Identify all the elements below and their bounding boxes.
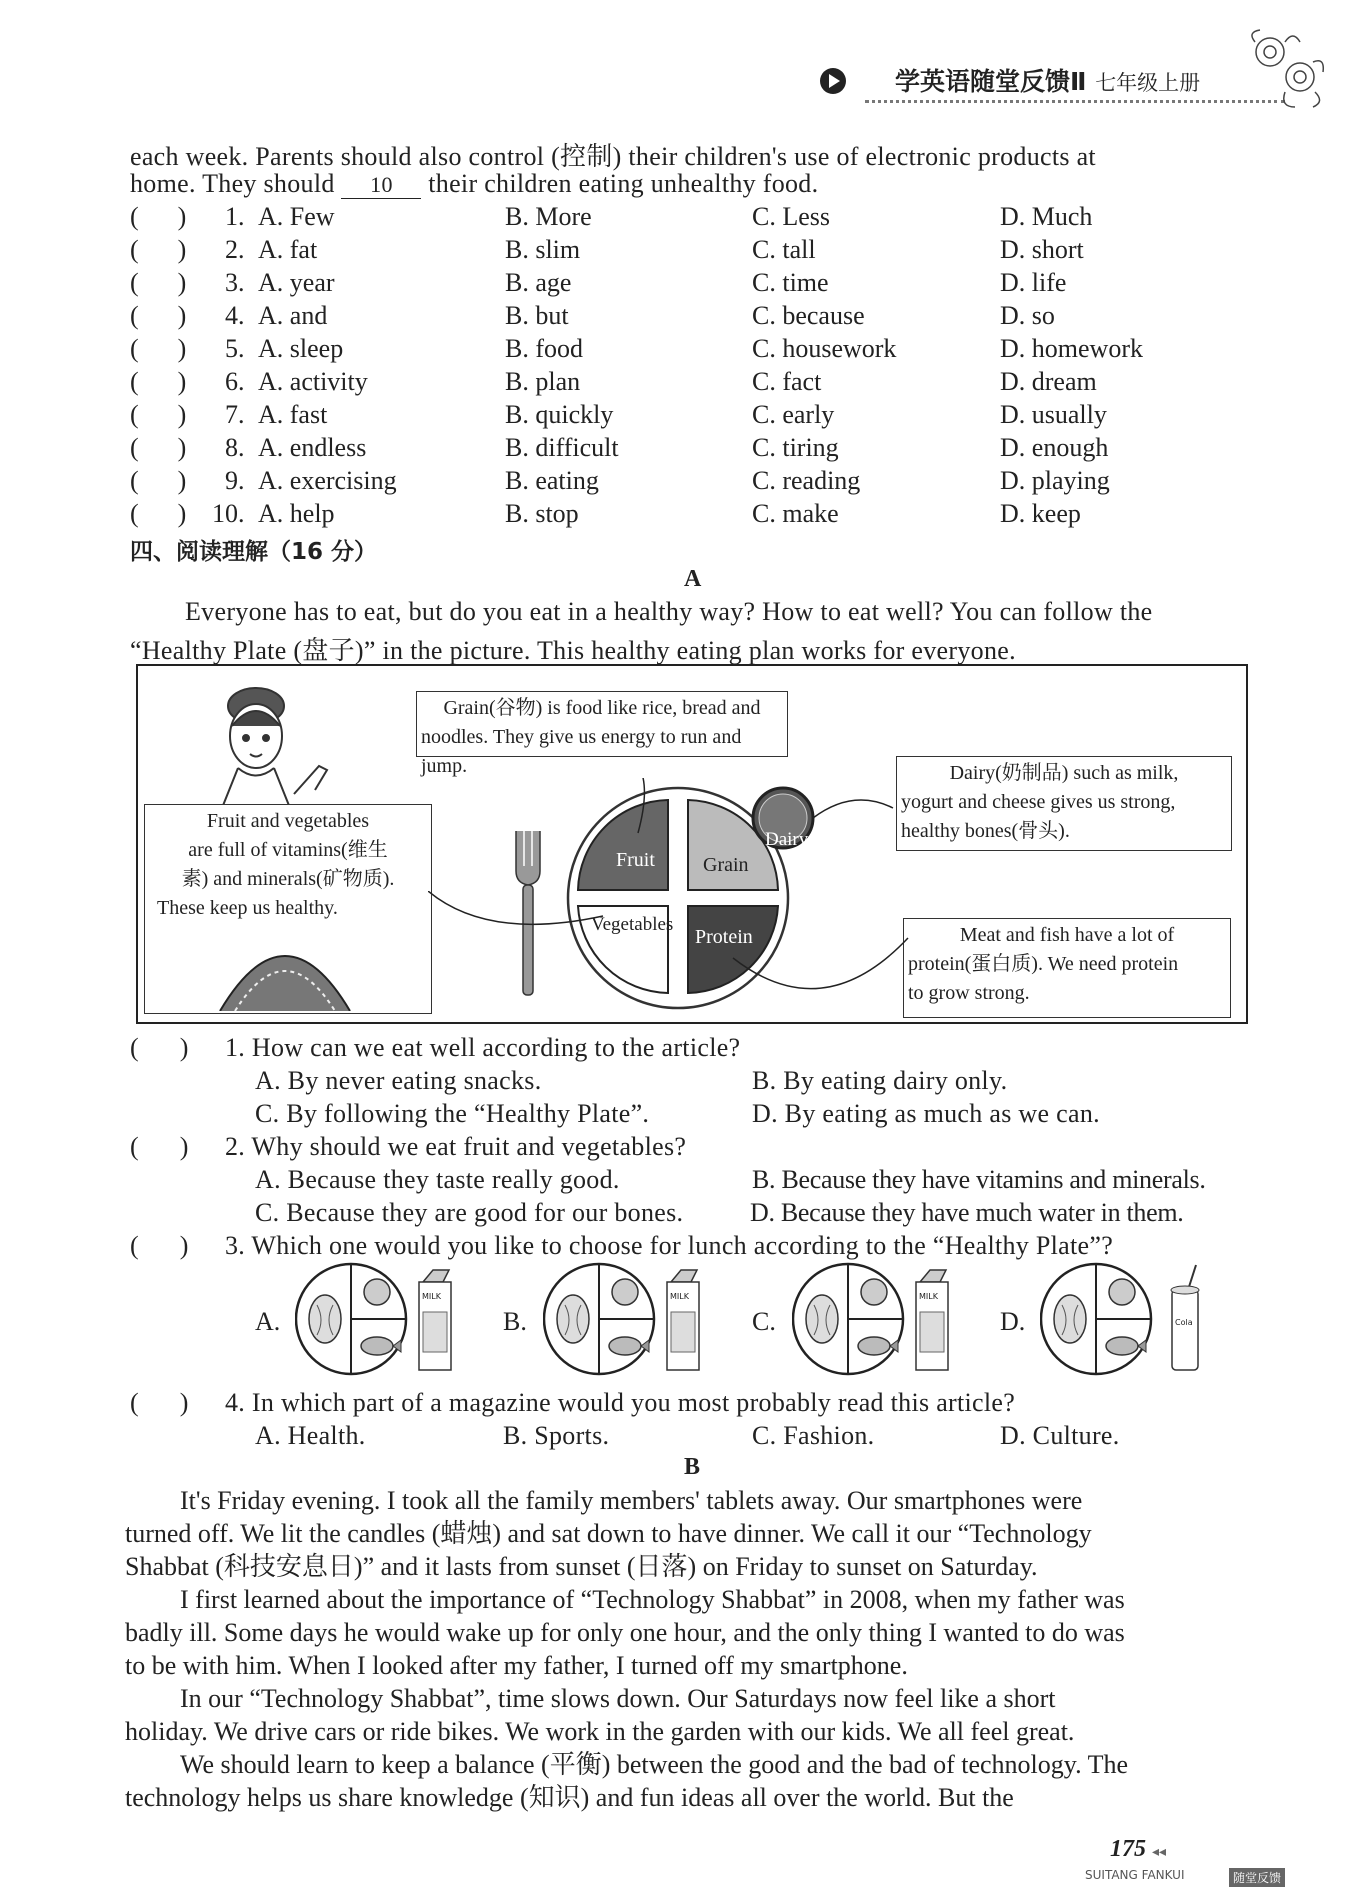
option-d: D. so — [1000, 301, 1055, 330]
option-a: A. fat — [258, 235, 318, 264]
option-c: C. Less — [752, 202, 830, 231]
option-a: A. year — [258, 268, 335, 297]
footer-brand: SUITANG FANKUI 随堂反馈 — [1085, 1868, 1285, 1888]
blank-10[interactable]: 10 — [341, 172, 421, 199]
option-number: 7. — [225, 400, 245, 429]
option-d: D. homework — [1000, 334, 1143, 363]
answer-paren[interactable]: ( ) — [130, 1231, 189, 1260]
option-a: A. sleep — [258, 334, 344, 363]
answer-paren[interactable]: ( ) — [130, 301, 187, 330]
option-d: D. Much — [1000, 202, 1093, 231]
cloze-option-row — [0, 499, 1350, 531]
cloze-option-row — [0, 235, 1350, 267]
cloze-option-row — [0, 268, 1350, 300]
option-b: B. stop — [505, 499, 579, 528]
fruit-veg-info-box: Fruit and vegetables are full of vitamins(维生 素) and minerals(矿物质). These keep us healthy. — [144, 804, 432, 1014]
option-text: B. Sports. — [503, 1421, 610, 1450]
option-number: 9. — [225, 466, 245, 495]
option-text: A. Because they taste really good. — [255, 1165, 620, 1194]
option-d: D. keep — [1000, 499, 1081, 528]
option-a: A. Few — [258, 202, 335, 231]
intro-line: Everyone has to eat, but do you eat in a healthy way? How to eat well? You can follow the — [185, 597, 1153, 626]
option-text: C. By following the “Healthy Plate”. — [255, 1099, 650, 1128]
option-b: B. eating — [505, 466, 599, 495]
option-b: B. plan — [505, 367, 581, 396]
option-text: D. By eating as much as we can. — [752, 1099, 1100, 1128]
option-number: 8. — [225, 433, 245, 462]
answer-paren[interactable]: ( ) — [130, 268, 187, 297]
flower-decoration-icon — [1235, 22, 1330, 117]
option-text: D. Culture. — [1000, 1421, 1120, 1450]
option-a: A. exercising — [258, 466, 397, 495]
answer-paren[interactable]: ( ) — [130, 1388, 189, 1417]
answer-paren[interactable]: ( ) — [130, 1033, 189, 1062]
option-c: C. make — [752, 499, 839, 528]
option-text: A. By never eating snacks. — [255, 1066, 542, 1095]
plate-protein-label: Protein — [695, 926, 753, 948]
option-d: D. usually — [1000, 400, 1107, 429]
option-number: 1. — [225, 202, 245, 231]
cloze-option-row — [0, 301, 1350, 333]
option-d: D. dream — [1000, 367, 1097, 396]
cloze-option-row — [0, 400, 1350, 432]
lunch-plate-q3a-icon — [295, 1260, 465, 1378]
part-b-label: B — [684, 1454, 701, 1480]
option-b: B. quickly — [505, 400, 614, 429]
lunch-plate-q3c-icon — [792, 1260, 962, 1378]
question-2: 2. Why should we eat fruit and vegetables? — [225, 1132, 687, 1161]
cloze-option-row — [0, 466, 1350, 498]
answer-paren[interactable]: ( ) — [130, 235, 187, 264]
option-text: B. By eating dairy only. — [752, 1066, 1008, 1095]
option-a: A. fast — [258, 400, 328, 429]
plate-fruit-label: Fruit — [616, 849, 655, 871]
option-number: 3. — [225, 268, 245, 297]
option-c: C. tiring — [752, 433, 839, 462]
option-d: D. enough — [1000, 433, 1109, 462]
option-number: 6. — [225, 367, 245, 396]
option-d: D. short — [1000, 235, 1084, 264]
answer-paren[interactable]: ( ) — [130, 1132, 189, 1161]
q3-option-label: C. — [752, 1307, 776, 1336]
intro-line: “Healthy Plate (盘子)” in the picture. This healthy eating plan works for everyone. — [130, 636, 1016, 665]
answer-paren[interactable]: ( ) — [130, 334, 187, 363]
option-b: B. food — [505, 334, 583, 363]
page-header — [820, 60, 1290, 110]
option-a: A. help — [258, 499, 335, 528]
fruit-bowl-icon — [215, 933, 355, 1011]
header-dotted-rule — [865, 100, 1285, 103]
option-c: C. because — [752, 301, 865, 330]
option-d: D. life — [1000, 268, 1067, 297]
option-c: C. fact — [752, 367, 822, 396]
option-b: B. age — [505, 268, 572, 297]
passage-b: It's Friday evening. I took all the family members' tablets away. Our smartphones were turned off. We lit the candles (蜡烛) and sat down to have dinner. We call it our “Technology Shabbat (科技安息日)” and it lasts from sunset (日落) on Friday to sunset on Saturday. I first learned about the importance of “Technology Shabbat” in 2008, when my father was badly ill. Some days he would wake up for only one hour, and the only thing I wanted to do was to be with him. When I looked after my father, I turned off my smartphone. In our “Technology Shabbat”, time slows down. Our Saturdays now feel like a short holiday. We drive cars or ride bikes. We work in the garden with our kids. We all feel great. We should learn to keep a balance (平衡) between the good and the bad of technology. The technology helps us share knowledge (知识) and fun ideas all over the world. But the — [125, 1486, 1129, 1812]
answer-paren[interactable]: ( ) — [130, 499, 187, 528]
meat-info-box: Meat and fish have a lot of protein(蛋白质). We need protein to grow strong. — [903, 918, 1231, 1018]
question-4: 4. In which part of a magazine would you most probably read this article? — [225, 1388, 1016, 1417]
option-d: D. playing — [1000, 466, 1110, 495]
option-c: C. early — [752, 400, 835, 429]
option-text: C. Fashion. — [752, 1421, 875, 1450]
section-title: 四、阅读理解（16 分） — [130, 539, 378, 565]
option-b: B. More — [505, 202, 592, 231]
milk-label: MILK — [919, 1292, 938, 1301]
option-b: B. difficult — [505, 433, 619, 462]
answer-paren[interactable]: ( ) — [130, 400, 187, 429]
part-a-label: A — [684, 566, 702, 592]
milk-label: MILK — [422, 1292, 441, 1301]
book-title: 学英语随堂反馈Ⅱ 七年级上册 — [895, 67, 1201, 96]
cloze-text-line: home. They should 10 their children eating unhealthy food. — [130, 169, 819, 198]
option-text: D. Because they have much water in them. — [750, 1198, 1184, 1227]
option-c: C. housework — [752, 334, 897, 363]
connector-line — [428, 891, 608, 941]
option-number: 5. — [225, 334, 245, 363]
cloze-option-row — [0, 202, 1350, 234]
milk-label: MILK — [670, 1292, 689, 1301]
option-text: C. Because they are good for our bones. — [255, 1198, 684, 1227]
cloze-option-row — [0, 433, 1350, 465]
option-c: C. time — [752, 268, 829, 297]
option-a: A. activity — [258, 367, 368, 396]
q3-option-label: A. — [255, 1307, 281, 1336]
answer-paren[interactable]: ( ) — [130, 433, 187, 462]
dairy-info-box: Dairy(奶制品) such as milk, yogurt and cheese gives us strong, healthy bones(骨头). — [896, 756, 1232, 851]
q3-option-label: B. — [503, 1307, 527, 1336]
question-1: 1. How can we eat well according to the article? — [225, 1033, 741, 1062]
option-number: 4. — [225, 301, 245, 330]
option-text: A. Health. — [255, 1421, 366, 1450]
page-number: 175 ◂◂ — [1110, 1836, 1167, 1862]
option-b: B. slim — [505, 235, 581, 264]
option-a: A. endless — [258, 433, 367, 462]
option-a: A. and — [258, 301, 328, 330]
plate-vegetables-label: Vegetables — [591, 914, 674, 935]
option-number: 10. — [212, 499, 245, 528]
cloze-text-line: each week. Parents should also control (控制) their children's use of electronic products at — [130, 142, 1096, 171]
lunch-plate-q3b-icon — [543, 1260, 713, 1378]
cloze-option-row — [0, 367, 1350, 399]
answer-paren[interactable]: ( ) — [130, 367, 187, 396]
question-3: 3. Which one would you like to choose for lunch according to the “Healthy Plate”? — [225, 1231, 1114, 1260]
answer-paren[interactable]: ( ) — [130, 202, 187, 231]
cloze-option-row — [0, 334, 1350, 366]
grain-info-box: Grain(谷物) is food like rice, bread and noodles. They give us energy to run and jump. — [416, 691, 788, 757]
plate-grain-label: Grain — [703, 854, 749, 876]
answer-paren[interactable]: ( ) — [130, 466, 187, 495]
option-b: B. but — [505, 301, 569, 330]
play-icon — [820, 68, 846, 94]
q3-option-label: D. — [1000, 1307, 1026, 1336]
option-text: B. Because they have vitamins and minerals. — [752, 1165, 1206, 1194]
plate-dairy-label: Dairy — [765, 829, 809, 850]
option-c: C. reading — [752, 466, 861, 495]
healthy-plate-figure — [136, 664, 1248, 1024]
option-number: 2. — [225, 235, 245, 264]
option-c: C. tall — [752, 235, 816, 264]
cola-label: Cola — [1175, 1318, 1193, 1327]
